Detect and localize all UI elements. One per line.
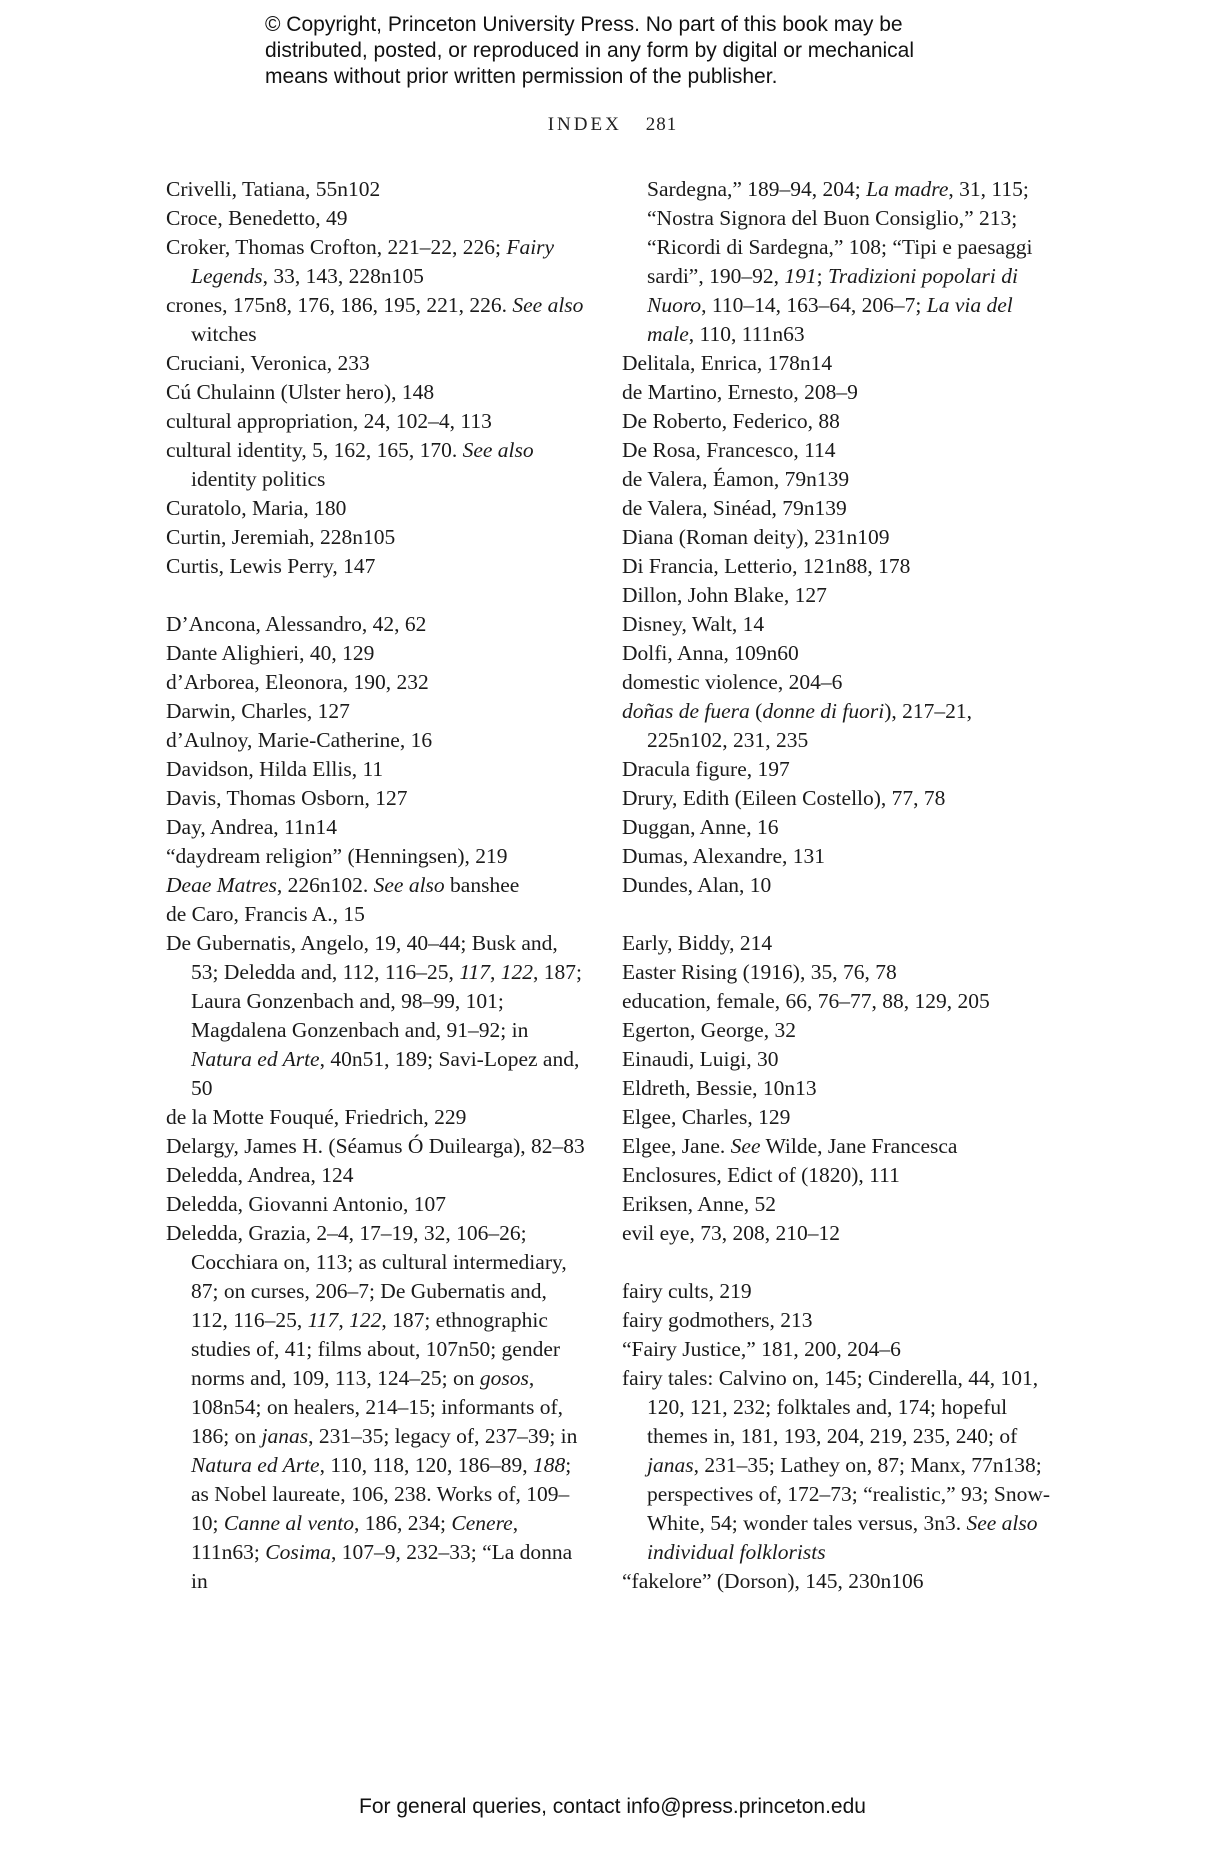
index-entry: Dolfi, Anna, 109n60 <box>622 641 799 665</box>
index-entry: “fakelore” (Dorson), 145, 230n106 <box>622 1569 924 1593</box>
index-entry: d’Arborea, Eleonora, 190, 232 <box>166 670 429 694</box>
index-entry: d’Aulnoy, Marie-Catherine, 16 <box>166 728 433 752</box>
copyright-line: means without prior written permission of the publisher. <box>265 65 778 88</box>
index-entry: education, female, 66, 76–77, 88, 129, 205 <box>622 989 990 1013</box>
index-entry: Curtis, Lewis Perry, 147 <box>166 554 376 578</box>
index-entry: Early, Biddy, 214 <box>622 931 773 955</box>
letter-section-gap <box>622 900 1052 929</box>
letter-section-gap <box>166 581 586 610</box>
index-entry: Dumas, Alexandre, 131 <box>622 844 826 868</box>
index-entry: Drury, Edith (Eileen Costello), 77, 78 <box>622 786 946 810</box>
index-entry: Curatolo, Maria, 180 <box>166 496 347 520</box>
index-entry: De Rosa, Francesco, 114 <box>622 438 836 462</box>
index-entry: Diana (Roman deity), 231n109 <box>622 525 890 549</box>
index-entry: Duggan, Anne, 16 <box>622 815 779 839</box>
footer-contact: For general queries, contact info@press.princeton.edu <box>359 1795 866 1818</box>
index-entry: Eriksen, Anne, 52 <box>622 1192 777 1216</box>
index-entry: evil eye, 73, 208, 210–12 <box>622 1221 840 1245</box>
index-entry: Einaudi, Luigi, 30 <box>622 1047 779 1071</box>
index-entry: de la Motte Fouqué, Friedrich, 229 <box>166 1105 467 1129</box>
index-entry: Deledda, Andrea, 124 <box>166 1163 354 1187</box>
page-number: 281 <box>645 114 678 135</box>
index-entry: Di Francia, Letterio, 121n88, 178 <box>622 554 911 578</box>
copyright-line: distributed, posted, or reproduced in any form by digital or mechanical <box>265 39 915 62</box>
index-entry: Disney, Walt, 14 <box>622 612 765 636</box>
index-entry: Croce, Benedetto, 49 <box>166 206 348 230</box>
copyright-line: © Copyright, Princeton University Press. No part of this book may be <box>265 13 903 36</box>
index-entry: doñas de fuera (donne di fuori), 217–21, 225n102, 231, 235 <box>622 699 972 752</box>
index-entry: “Fairy Justice,” 181, 200, 204–6 <box>622 1337 901 1361</box>
index-entry: Elgee, Jane. See Wilde, Jane Francesca <box>622 1134 958 1158</box>
index-entry-continued: Sardegna,” 189–94, 204; La madre, 31, 115; “Nostra Signora del Buon Consiglio,” 213; “Ricordi di Sardegna,” 108; “Tipi e paesaggi sardi”, 190–92, 191; Tradizioni popolari di Nuoro, 110–14, 163–64, 206–7; La via del male, 110, 111n63 <box>647 177 1033 346</box>
index-entry: “daydream religion” (Henningsen), 219 <box>166 844 508 868</box>
index-entry: Day, Andrea, 11n14 <box>166 815 337 839</box>
index-entry: fairy tales: Calvino on, 145; Cinderella, 44, 101, 120, 121, 232; folktales and, 174; hopeful themes in, 181, 193, 204, 219, 235, 240; of janas, 231–35; Lathey on, 87; Manx, 77n138; perspectives of, 172–73; “realistic,” 93; Snow-White, 54; wonder tales versus, 3n3. See also individual folklorists <box>622 1366 1051 1564</box>
index-entry: crones, 175n8, 176, 186, 195, 221, 226. See also witches <box>166 293 584 346</box>
index-entry: Egerton, George, 32 <box>622 1018 796 1042</box>
index-entry: Enclosures, Edict of (1820), 111 <box>622 1163 900 1187</box>
index-entry: De Roberto, Federico, 88 <box>622 409 840 433</box>
index-entry: cultural appropriation, 24, 102–4, 113 <box>166 409 492 433</box>
index-entry: Deledda, Grazia, 2–4, 17–19, 32, 106–26; Cocchiara on, 113; as cultural intermediary, 87; on curses, 206–7; De Gubernatis and, 112, 116–25, 117, 122, 187; ethnographic studies of, 41; films about, 107n50; gender norms and, 109, 113, 124–25; on gosos, 108n54; on healers, 214–15; informants of, 186; on janas, 231–35; legacy of, 237–39; in Natura ed Arte, 110, 118, 120, 186–89, 188; as Nobel laureate, 106, 238. Works of, 109–10; Canne al vento, 186, 234; Cenere, 111n63; Cosima, 107–9, 232–33; “La donna in <box>166 1221 578 1593</box>
index-entry: Darwin, Charles, 127 <box>166 699 350 723</box>
letter-section-gap <box>622 1248 1052 1277</box>
index-entry: fairy godmothers, 213 <box>622 1308 813 1332</box>
running-head-label: INDEX <box>547 114 622 135</box>
index-entry: Eldreth, Bessie, 10n13 <box>622 1076 817 1100</box>
index-column-right <box>622 175 1052 1596</box>
index-entry: Elgee, Charles, 129 <box>622 1105 791 1129</box>
index-entry: cultural identity, 5, 162, 165, 170. See also identity politics <box>166 438 534 491</box>
index-entry: Easter Rising (1916), 35, 76, 78 <box>622 960 897 984</box>
index-entry: De Gubernatis, Angelo, 19, 40–44; Busk and, 53; Deledda and, 112, 116–25, 117, 122, 187; Laura Gonzenbach and, 98–99, 101; Magdalena Gonzenbach and, 91–92; in Natura ed Arte, 40n51, 189; Savi-Lopez and, 50 <box>166 931 582 1100</box>
index-entry: Crivelli, Tatiana, 55n102 <box>166 177 381 201</box>
index-entry: Deledda, Giovanni Antonio, 107 <box>166 1192 447 1216</box>
index-entry: Cruciani, Veronica, 233 <box>166 351 370 375</box>
index-entry: Delitala, Enrica, 178n14 <box>622 351 833 375</box>
index-entry: de Caro, Francis A., 15 <box>166 902 365 926</box>
index-entry: de Martino, Ernesto, 208–9 <box>622 380 858 404</box>
index-entry: Davidson, Hilda Ellis, 11 <box>166 757 384 781</box>
index-column-left <box>166 175 586 1596</box>
index-entry: fairy cults, 219 <box>622 1279 752 1303</box>
index-entry: Delargy, James H. (Séamus Ó Duilearga), 82–83 <box>166 1134 585 1158</box>
index-entry: Dundes, Alan, 10 <box>622 873 772 897</box>
index-entry: Dante Alighieri, 40, 129 <box>166 641 375 665</box>
index-entry: D’Ancona, Alessandro, 42, 62 <box>166 612 427 636</box>
running-head <box>0 114 1225 136</box>
index-entry: de Valera, Sinéad, 79n139 <box>622 496 847 520</box>
index-entry: Dracula figure, 197 <box>622 757 790 781</box>
index-entry: Deae Matres, 226n102. See also banshee <box>166 873 520 897</box>
index-entry: Dillon, John Blake, 127 <box>622 583 827 607</box>
index-entry: Curtin, Jeremiah, 228n105 <box>166 525 396 549</box>
index-entry: Croker, Thomas Crofton, 221–22, 226; Fairy Legends, 33, 143, 228n105 <box>166 235 555 288</box>
index-entry: Cú Chulainn (Ulster hero), 148 <box>166 380 435 404</box>
index-entry: domestic violence, 204–6 <box>622 670 843 694</box>
index-entry: Davis, Thomas Osborn, 127 <box>166 786 408 810</box>
index-entry: de Valera, Éamon, 79n139 <box>622 467 850 491</box>
copyright-notice <box>265 12 1025 90</box>
